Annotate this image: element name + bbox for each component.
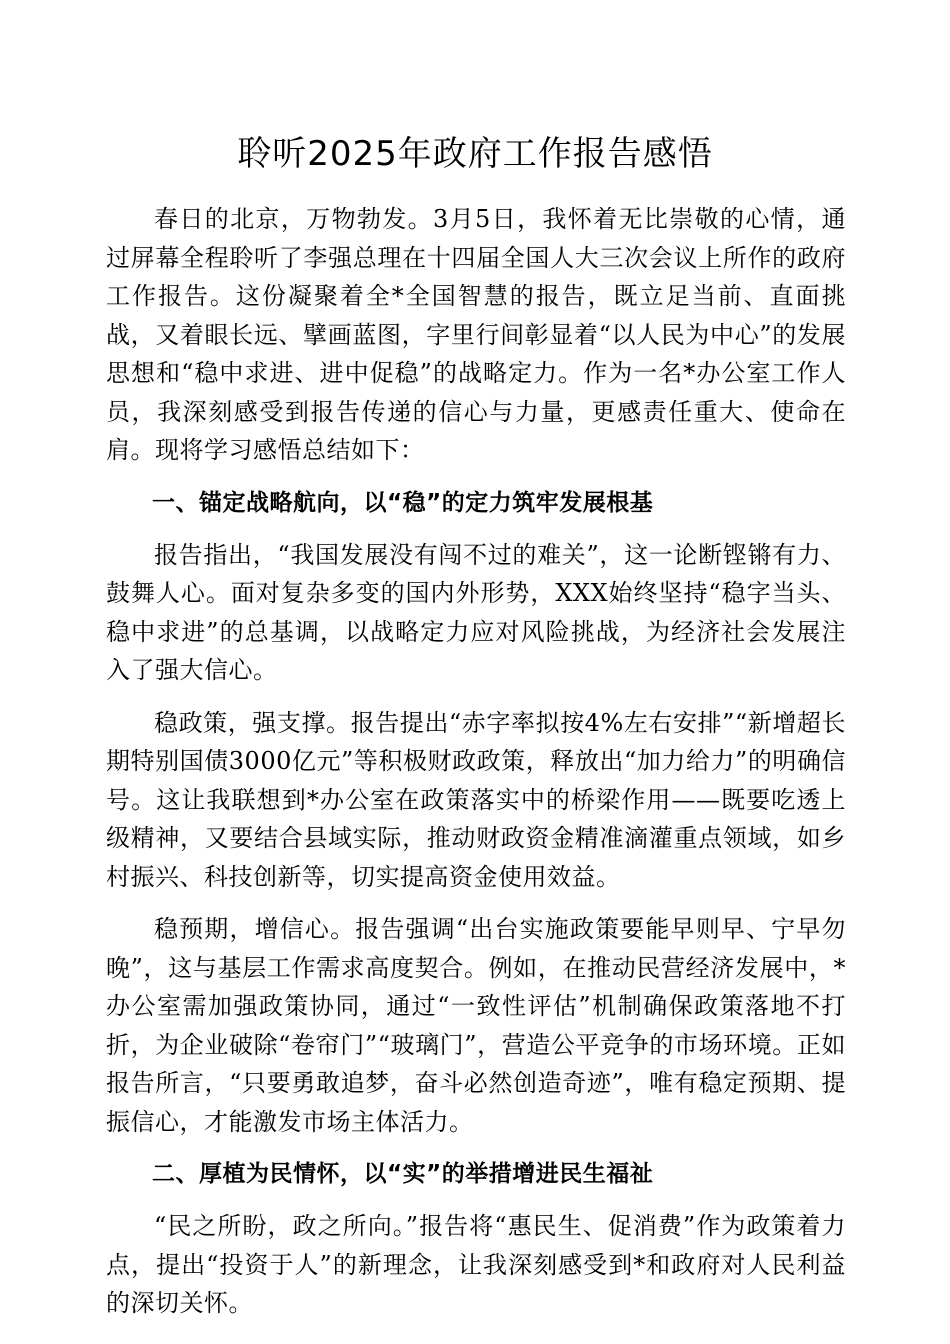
intro-paragraph: 春日的北京，万物勃发。3月5日，我怀着无比崇敬的心情，通过屏幕全程聆听了李强总理在十四届全国人大三次会议上所作的政府工作报告。这份凝聚着全*全国智慧的报告，既立足当前、直面挑战，又着眼长远、擘画蓝图，字里行间彰显着“以人民为中心”的发展思想和“稳中求进、进中促稳”的战略定力。作为一名*办公室工作人员，我深刻感受到报告传递的信心与力量，更感责任重大、使命在肩。现将学习感悟总结如下： (106, 205, 846, 464)
section-1-paragraph-3: 稳预期，增信心。报告强调“出台实施政策要能早则早、宁早勿晚”，这与基层工作需求高度契合。例如，在推动民营经济发展中，*办公室需加强政策协同，通过“一致性评估”机制确保政策落地不打折，为企业破除“卷帘门”“玻璃门”，营造公平竞争的市场环境。正如报告所言，“只要勇敢追梦，奋斗必然创造奇迹”，唯有稳定预期、提振信心，才能激发市场主体活力。 (106, 915, 846, 1136)
document-body (106, 200, 846, 1337)
section-heading-1: 一、锚定战略航向，以“稳”的定力筑牢发展根基 (152, 489, 654, 516)
section-heading-2: 二、厚植为民情怀，以“实”的举措增进民生福祉 (152, 1161, 654, 1187)
section-2-paragraph-1: “民之所盼，政之所向。”报告将“惠民生、促消费”作为政策着力点，提出“投资于人”的新理念，让我深刻感受到*和政府对人民利益的深切关怀。 (106, 1212, 846, 1317)
section-1-paragraph-2: 稳政策，强支撑。报告提出“赤字率拟按4%左右安排”“新增超长期特别国债3000亿元”等积极财政政策，释放出“加力给力”的明确信号。这让我联想到*办公室在政策落实中的桥梁作用——既要吃透上级精神，又要结合县域实际，推动财政资金精准滴灌重点领域，如乡村振兴、科技创新等，切实提高资金使用效益。 (106, 708, 846, 891)
section-1-paragraph-1: 报告指出，“我国发展没有闯不过的难关”，这一论断铿锵有力、鼓舞人心。面对复杂多变的国内外形势，XXX始终坚持“稳字当头、稳中求进”的总基调，以战略定力应对风险挑战，为经济社会发展注入了强大信心。 (106, 540, 846, 684)
document-title: 聆听2025年政府工作报告感悟 (237, 134, 713, 174)
